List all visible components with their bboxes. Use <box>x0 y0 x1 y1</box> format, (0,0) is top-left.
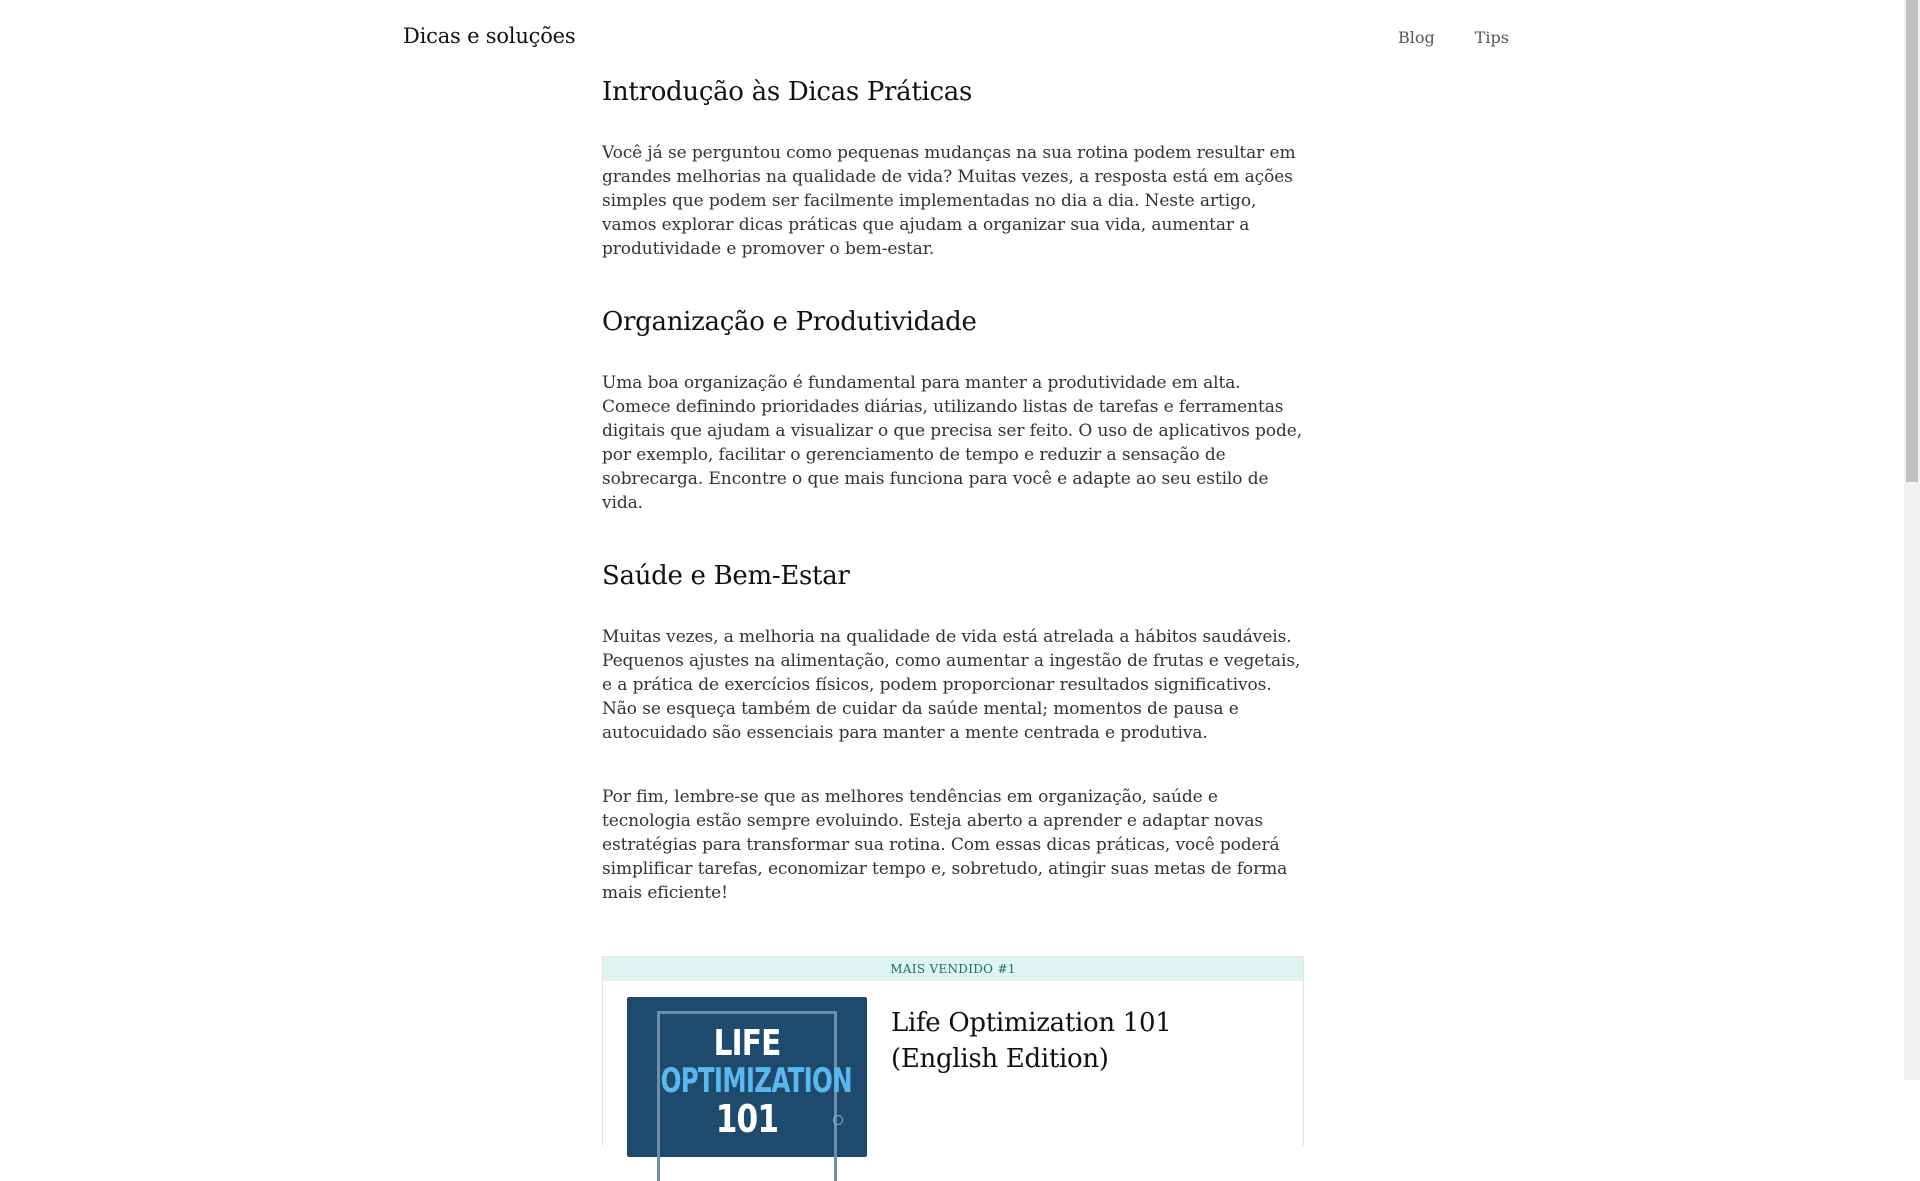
product-cover-image[interactable] <box>627 997 867 1157</box>
product-card[interactable] <box>602 956 1304 1146</box>
nav-link-blog[interactable]: Blog <box>1398 28 1435 47</box>
paragraph-intro: Você já se perguntou como pequenas mudanças na sua rotina podem resultar em grandes melhorias na qualidade de vida? Muitas vezes, a resposta está em ações simples que podem ser facilmente implementadas no dia a dia. Neste artigo, vamos explorar dicas práticas que ajudam a organizar sua vida, aumentar a produtividade e promover o bem-estar. <box>602 143 1296 259</box>
nav-link-tips[interactable]: Tips <box>1474 28 1509 47</box>
main-nav <box>1398 28 1509 47</box>
site-brand[interactable]: Dicas e soluções <box>403 24 576 48</box>
paragraph-conclusao: Por fim, lembre-se que as melhores tendências em organização, saúde e tecnologia estão sempre evoluindo. Esteja aberto a aprender e adaptar novas estratégias para transformar sua rotina. Com essas dicas práticas, você poderá simplificar tarefas, economizar tempo e, sobretudo, atingir suas metas de forma mais eficiente! <box>602 787 1288 903</box>
cover-dot-icon <box>833 1115 843 1125</box>
cover-title-line1: LIFE <box>713 1023 781 1064</box>
cover-title-line3: 101 <box>715 1097 779 1141</box>
cover-title-line2: OPTIMIZATION <box>660 1061 852 1101</box>
section-heading-organizacao: Organização e Produtividade <box>602 307 977 337</box>
scrollbar-thumb[interactable] <box>1906 0 1918 482</box>
site-header <box>0 0 1904 76</box>
page-scrollbar[interactable] <box>1904 0 1920 1080</box>
product-title[interactable]: Life Optimization 101 (English Edition) <box>891 1008 1172 1074</box>
bestseller-badge: MAIS VENDIDO #1 <box>603 957 1303 981</box>
paragraph-organizacao: Uma boa organização é fundamental para manter a produtividade em alta. Comece definindo prioridades diárias, utilizando listas de tarefas e ferramentas digitais que ajudam a visualizar o que precisa ser feito. O uso de aplicativos pode, por exemplo, facilitar o gerenciamento de tempo e reduzir a sensação de sobrecarga. Encontre o que mais funciona para você e adapte ao seu estilo de vida. <box>602 373 1302 513</box>
article-body <box>602 72 1304 1146</box>
section-heading-saude: Saúde e Bem-Estar <box>602 561 850 591</box>
section-heading-intro: Introdução às Dicas Práticas <box>602 77 973 107</box>
paragraph-saude: Muitas vezes, a melhoria na qualidade de vida está atrelada a hábitos saudáveis. Pequenos ajustes na alimentação, como aumentar a ingestão de frutas e vegetais, e a prática de exercícios físicos, podem proporcionar resultados significativos. Não se esqueça também de cuidar da saúde mental; momentos de pausa e autocuidado são essenciais para manter a mente centrada e produtiva. <box>602 627 1301 743</box>
